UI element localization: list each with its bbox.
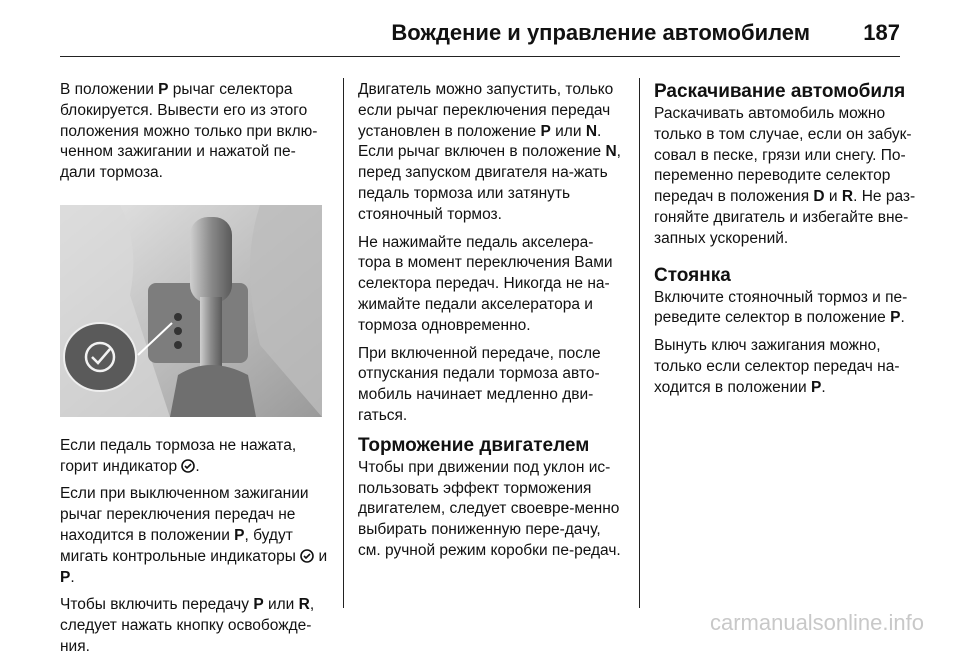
paragraph-engine-start: Двигатель можно запустить, только если рычаг переключения передач установлен в положение P или N. Если рычаг включен в положение N, перед запуском двигателя на-жать педаль тормоза или затянуть стояночный тормоз. xyxy=(358,81,621,223)
page-title: Вождение и управление автомобилем xyxy=(391,20,810,45)
page-header xyxy=(60,14,900,54)
watermark: carmanualsonline.info xyxy=(709,610,924,635)
column-divider-1 xyxy=(343,78,344,608)
column-divider-2 xyxy=(639,78,640,608)
paragraph-engine-braking: Чтобы при движении под уклон ис-пользовать эффект торможения двигателем, следует своевре-менно выбирать пониженную пере-дачу, см. ручной режим коробки пе-редач. xyxy=(358,458,621,559)
paragraph-creep: При включенной передаче, после отпускания педали тормоза авто-мобиль начинает медленно дви-гаться. xyxy=(358,344,601,424)
paragraph-brake-indicator: Если педаль тормоза не нажата, горит индикатор . xyxy=(60,436,297,475)
brake-pedal-indicator-icon xyxy=(181,459,195,473)
column-2 xyxy=(358,80,626,569)
heading-rocking: Раскачивание автомобиля xyxy=(654,81,906,102)
brake-pedal-indicator-icon xyxy=(300,549,314,563)
paragraph-release-button: Чтобы включить передачу P или R, следует нажать кнопку освобожде-ния. xyxy=(60,596,315,655)
column-1 xyxy=(60,80,330,665)
paragraph-selector-lock: В положении P рычаг селектора блокируется. Вывести его из этого положения можно только при вклю-ченном зажигании и нажатой пе-дали тормоза. xyxy=(60,81,318,182)
paragraph-parking: Включите стояночный тормоз и пе-реведите селектор в положение P. xyxy=(654,288,908,327)
page-number: 187 xyxy=(863,20,900,45)
paragraph-accelerator: Не нажимайте педаль акселера-тора в момент переключения Вами селектора передач. Никогда не на-жимайте педали акселератора и тормоза одновременно. xyxy=(358,233,613,334)
heading-parking: Стоянка xyxy=(654,264,731,286)
header-divider xyxy=(60,56,900,57)
paragraph-rocking: Раскачивать автомобиль можно только в том случае, если он забук-совал в песке, грязи или снегу. По-переменно переводите селектор передач в положения D и R. Не раз-гоняйте двигатель и избегайте вне-запных ускорений. xyxy=(654,105,916,247)
heading-engine-braking: Торможение двигателем xyxy=(358,434,590,456)
paragraph-ignition-off: Если при выключенном зажигании рычаг переключения передач не находится в положении P, будут мигать контрольные индикаторы и P. xyxy=(60,485,328,586)
paragraph-key-removal: Вынуть ключ зажигания можно, только если селектор передач на-ходится в положении P. xyxy=(654,337,900,396)
column-3 xyxy=(654,80,924,406)
gear-selector-photo xyxy=(60,205,322,417)
